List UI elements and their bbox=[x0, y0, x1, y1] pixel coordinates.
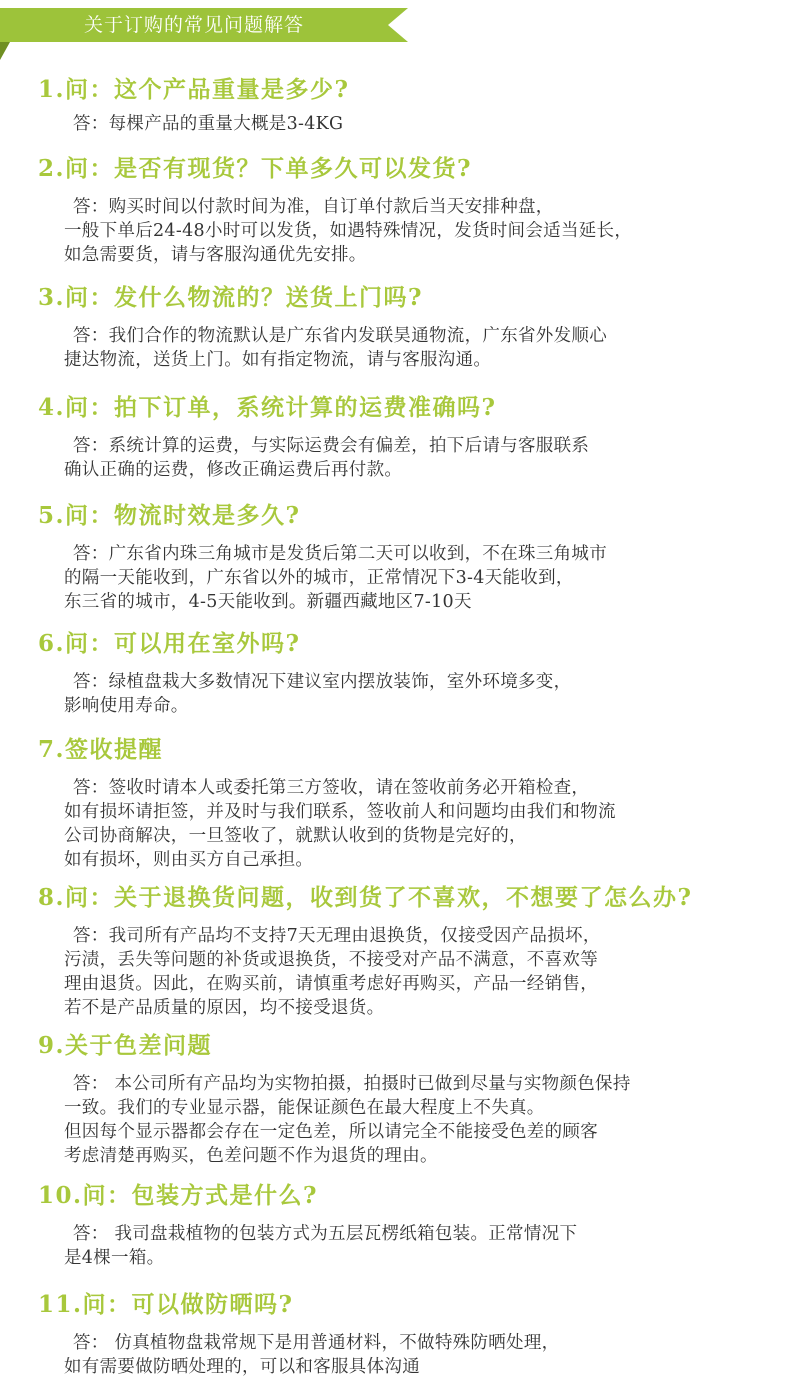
answer-line: 答： 仿真植物盘栽常规下是用普通材料，不做特殊防晒处理， bbox=[73, 1333, 560, 1353]
answer-line: 捷达物流，送货上门。如有指定物流，请与客服沟通。 bbox=[64, 350, 492, 370]
answer-line: 考虑清楚再购买，色差问题不作为退货的理由。 bbox=[64, 1146, 438, 1166]
answer-line: 的隔一天能收到，广东省以外的城市，正常情况下3-4天能收到， bbox=[64, 568, 574, 588]
answer-line: 答：我司所有产品均不支持7天无理由退换货，仅接受因产品损坏， bbox=[73, 926, 601, 946]
faq-question: 2.问：是否有现货？下单多久可以发货? bbox=[38, 155, 472, 182]
answer-line: 答：绿植盘栽大多数情况下建议室内摆放装饰，室外环境多变， bbox=[73, 672, 572, 692]
answer-line: 答：每棵产品的重量大概是3-4KG bbox=[73, 114, 344, 134]
answer-line: 如急需要货，请与客服沟通优先安排。 bbox=[64, 245, 367, 265]
faq-question: 10.问：包装方式是什么? bbox=[38, 1182, 318, 1209]
page-title: 关于订购的常见问题解答 bbox=[83, 14, 304, 36]
answer-line: 是4棵一箱。 bbox=[64, 1248, 165, 1268]
answer-line: 一般下单后24-48小时可以发货，如遇特殊情况，发货时间会适当延长， bbox=[64, 221, 633, 241]
faq-question: 1.问：这个产品重量是多少? bbox=[38, 76, 350, 103]
answer-line: 如有损坏请拒签，并及时与我们联系，签收前人和问题均由我们和物流 bbox=[64, 802, 616, 822]
faq-question: 5.问：物流时效是多久? bbox=[38, 502, 301, 529]
answer-line: 答： 本公司所有产品均为实物拍摄，拍摄时已做到尽量与实物颜色保持 bbox=[73, 1074, 631, 1094]
faq-question: 4.问：拍下订单，系统计算的运费准确吗? bbox=[38, 394, 497, 421]
faq-question: 9.关于色差问题 bbox=[38, 1032, 213, 1059]
header-banner bbox=[0, 0, 408, 60]
answer-line: 若不是产品质量的原因，均不接受退货。 bbox=[64, 998, 385, 1018]
answer-line: 公司协商解决，一旦签收了，就默认收到的货物是完好的， bbox=[64, 826, 527, 846]
faq-question: 8.问：关于退换货问题，收到货了不喜欢，不想要了怎么办? bbox=[38, 884, 693, 911]
faq-question: 7.签收提醒 bbox=[38, 736, 164, 763]
answer-line: 东三省的城市，4-5天能收到。新疆西藏地区7-10天 bbox=[64, 592, 472, 612]
answer-line: 但因每个显示器都会存在一定色差，所以请完全不能接受色差的顾客 bbox=[64, 1122, 598, 1142]
answer-line: 答： 我司盘栽植物的包装方式为五层瓦楞纸箱包装。正常情况下 bbox=[73, 1224, 578, 1244]
answer-line: 一致。我们的专业显示器，能保证颜色在最大程度上不失真。 bbox=[64, 1098, 545, 1118]
faq-question: 6.问：可以用在室外吗? bbox=[38, 630, 301, 657]
answer-line: 如有需要做防晒处理的，可以和客服具体沟通 bbox=[64, 1357, 420, 1377]
answer-line: 答：购买时间以付款时间为准，自订单付款后当天安排种盘， bbox=[73, 197, 554, 217]
answer-line: 答：广东省内珠三角城市是发货后第二天可以收到，不在珠三角城市 bbox=[73, 544, 607, 564]
answer-line: 答：我们合作的物流默认是广东省内发联昊通物流，广东省外发顺心 bbox=[73, 326, 607, 346]
answer-line: 如有损坏，则由买方自己承担。 bbox=[64, 850, 314, 870]
faq-question: 3.问：发什么物流的？送货上门吗? bbox=[38, 284, 423, 311]
answer-line: 影响使用寿命。 bbox=[64, 696, 189, 716]
faq-question: 11.问：可以做防晒吗? bbox=[38, 1291, 294, 1318]
answer-line: 答：签收时请本人或委托第三方签收，请在签收前务必开箱检查， bbox=[73, 778, 590, 798]
answer-line: 答：系统计算的运费，与实际运费会有偏差，拍下后请与客服联系 bbox=[73, 436, 590, 456]
answer-line: 确认正确的运费，修改正确运费后再付款。 bbox=[64, 460, 403, 480]
answer-line: 污渍，丢失等问题的补货或退换货，不接受对产品不满意，不喜欢等 bbox=[64, 950, 598, 970]
answer-line: 理由退货。因此，在购买前，请慎重考虑好再购买，产品一经销售， bbox=[64, 974, 598, 994]
